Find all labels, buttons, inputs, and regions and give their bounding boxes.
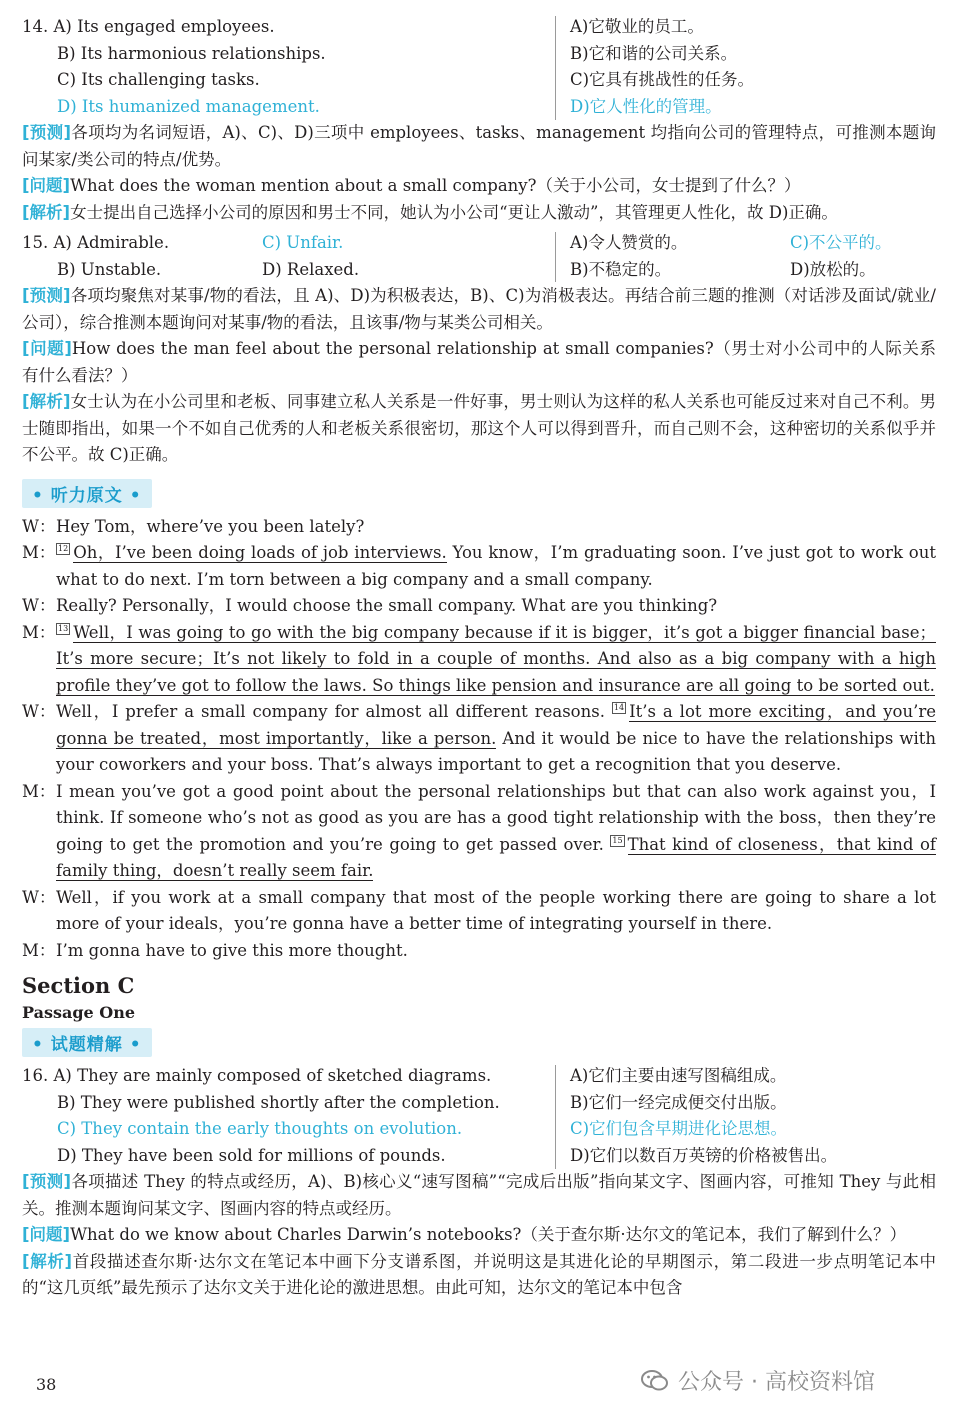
dialog-line: W： Well，if you work at a small company that most of the people working there are going to share a lot more of your ideals，you’re gonna have a better time of integrating yourself in there. [22, 885, 936, 938]
q16-options [22, 1063, 936, 1169]
q14-option-d-zh: D)它人性化的管理。 [570, 96, 722, 116]
predict-tag: [预测] [22, 123, 71, 142]
q16-option-a-zh: A)它们主要由速写图稿组成。 [570, 1066, 787, 1085]
q16-option-b-zh: B)它们一经完成便交付出版。 [570, 1092, 787, 1112]
dialog-line: M： 12 Oh，I’ve been doing loads of job interviews. You know，I’m graduating soon. I’ve just got to work out what to do next. I’m torn between a big company and a small company. [22, 540, 936, 593]
q14-question: [问题]What does the woman mention about a small company?（关于小公司，女士提到了什么？） [22, 176, 801, 195]
page-number: 38 [36, 1375, 57, 1394]
q15-options [22, 230, 936, 283]
q15-option-c-zh: C)不公平的。 [790, 233, 892, 252]
question-marker: 14 [613, 703, 625, 712]
key-sentence: Well，I was going to go with the big company because if it is bigger，it’s got a bigger financial base；It’s more secure；It’s not likely to fold in a couple of months. And also as a big company with a high profile they’ve got to follow the laws. So things like pension and insurance are all going to be sorted out. [56, 622, 936, 695]
q14-analysis: [解析]女士提出自己选择小公司的原因和男士不同，她认为小公司“更让人激动”，其管理更人性化，故 D)正确。 [22, 202, 838, 222]
speaker-label: M： [22, 543, 56, 562]
predict-tag: [预测] [22, 1172, 72, 1191]
dialog-line [22, 620, 936, 700]
q14-option-b: B) Its harmonious relationships. [57, 43, 326, 63]
dialog-line: W： Really? Personally，I would choose the small company. What are you thinking? [22, 593, 936, 620]
analysis-tag: [解析] [22, 1251, 73, 1271]
wechat-icon [640, 1369, 670, 1393]
transcript [22, 514, 936, 965]
q16-analysis: [解析]首段描述查尔斯·达尔文在笔记本中画下分支谱系图，并说明这是其进化论的早期图示，第二段进一步点明笔记本中的“这几页纸”最先预示了达尔文关于进化论的激进思想。由此可知，达尔文的笔记本中包含 [22, 1251, 936, 1297]
q14-option-b-zh: B)它和谐的公司关系。 [570, 43, 738, 63]
q15-option-c: C) Unfair. [262, 233, 344, 252]
section-heading: Section C [22, 973, 135, 998]
passage-heading: Passage One [22, 1003, 136, 1022]
q15-question: [问题]How does the man feel about the personal relationship at small companies?（男士对小公司中的人际关系有什么看法？） [22, 339, 936, 385]
dialog-line: W： Well，I prefer a small company for almost all different reasons. 14 It’s a lot more exciting，and you’re gonna be treated，most importantly，like a person. And it would be nice to have the relationships with your coworkers and your boss. That’s always important to get a recognition that you deserve. [22, 699, 936, 779]
q16-option-c: C) They contain the early thoughts on evolution. [57, 1119, 463, 1138]
q15-analysis: [解析]女士认为在小公司里和老板、同事建立私人关系是一件好事，男士则认为这样的私人关系也可能反过来对自己不利。男士随即指出，如果一个不如自己优秀的人和老板关系很密切，那这个人可以得到晋升，而自己则不会，这种密切的关系似乎并不公平。故 C)正确。 [22, 392, 936, 464]
q15-predict: [预测]各项均聚焦对某事/物的看法，且 A)、D)为积极表达，B)、C)为消极表达。再结合前三题的推测（对话涉及面试/就业/公司），综合推测本题询问对某事/物的看法，且该事/物与某类公司相关。 [22, 286, 936, 332]
page-content [22, 14, 936, 1302]
q16-option-c-zh: C)它们包含早期进化论思想。 [570, 1119, 788, 1138]
analysis-tag: [解析] [22, 392, 71, 411]
speaker-label: M： [22, 940, 56, 960]
q15-option-a: 15. A) Admirable. [22, 233, 170, 252]
question-marker: 15 [612, 835, 623, 845]
speaker-label: M： [22, 622, 56, 642]
analysis-tag: [解析] [22, 202, 71, 222]
q14-option-c: C) Its challenging tasks. [57, 70, 260, 89]
q14-option-c-zh: C)它具有挑战性的任务。 [570, 70, 755, 89]
q14-option-d: D) Its humanized management. [57, 96, 320, 116]
speaker-label: W： [22, 887, 56, 907]
q14-options [22, 14, 936, 120]
q15-option-d-zh: D)放松的。 [790, 259, 876, 279]
q16-option-b: B) They were published shortly after the completion. [57, 1092, 500, 1112]
q15-option-b-zh: B)不稳定的。 [570, 259, 672, 279]
q15-option-d: D) Relaxed. [262, 259, 360, 279]
q16-predict: [预测]各项描述 They 的特点或经历，A)、B)核心义“速写图稿”“完成后出版”指向某文字、图画内容，可推知 They 与此相关。推测本题询问某文字、图画内容的特点或经历。 [22, 1172, 936, 1218]
question-tag: [问题] [22, 339, 72, 358]
dialog-line: M： I’m gonna have to give this more thought. [22, 938, 936, 965]
key-sentence: It’s a lot more exciting，and you’re gonna be treated，most importantly，like a person. [56, 702, 936, 748]
speaker-label: M： [22, 781, 56, 801]
analysis-banner: • 试题精解 • [22, 1028, 152, 1057]
question-tag: [问题] [22, 176, 71, 195]
question-marker: 13 [58, 623, 69, 633]
transcript-banner: • 听力原文 • [22, 479, 152, 508]
q14-option-a-zh: A)它敬业的员工。 [570, 17, 704, 36]
q14-option-a: 14. A) Its engaged employees. [22, 17, 275, 36]
q14-predict: [预测]各项均为名词短语，A)、C)、D)三项中 employees、tasks、management 均指向公司的管理特点，可推测本题询问某家/类公司的特点/优势。 [22, 123, 936, 169]
q16-option-a: 16. A) They are mainly composed of sketched diagrams. [22, 1066, 492, 1085]
speaker-label: W： [22, 702, 56, 721]
key-sentence: Oh，I’ve been doing loads of job interviews. [73, 543, 447, 562]
predict-tag: [预测] [22, 286, 71, 305]
q16-option-d: D) They have been sold for millions of pounds. [57, 1145, 446, 1165]
watermark [640, 1365, 875, 1396]
q16-option-d-zh: D)它们以数百万英镑的价格被售出。 [570, 1145, 838, 1165]
dialog-line: W： Hey Tom，where’ve you been lately? [22, 514, 936, 541]
key-sentence: That kind of closeness，that kind of family thing，doesn’t really seem fair. [56, 834, 936, 880]
question-marker: 12 [58, 544, 69, 553]
watermark-text: 公众号 · 高校资料馆 [678, 1370, 875, 1395]
dialog-line: M： I mean you’ve got a good point about the personal relationships but that can also work against you，I think. If someone who’s not as good as you are has a good tight relationship with the boss，then they’re going to get the promotion and you’re going to get passed over. 15 That kind of closeness，that kind of family thing，doesn’t really seem fair. [22, 779, 936, 885]
q16-question: [问题]What do we know about Charles Darwin’s notebooks?（关于查尔斯·达尔文的笔记本，我们了解到什么？） [22, 1225, 907, 1244]
q15-option-b: B) Unstable. [57, 259, 162, 279]
q15-option-a-zh: A)令人赞赏的。 [570, 233, 688, 252]
question-tag: [问题] [22, 1225, 71, 1244]
speaker-label: W： [22, 516, 56, 536]
speaker-label: W： [22, 596, 56, 615]
